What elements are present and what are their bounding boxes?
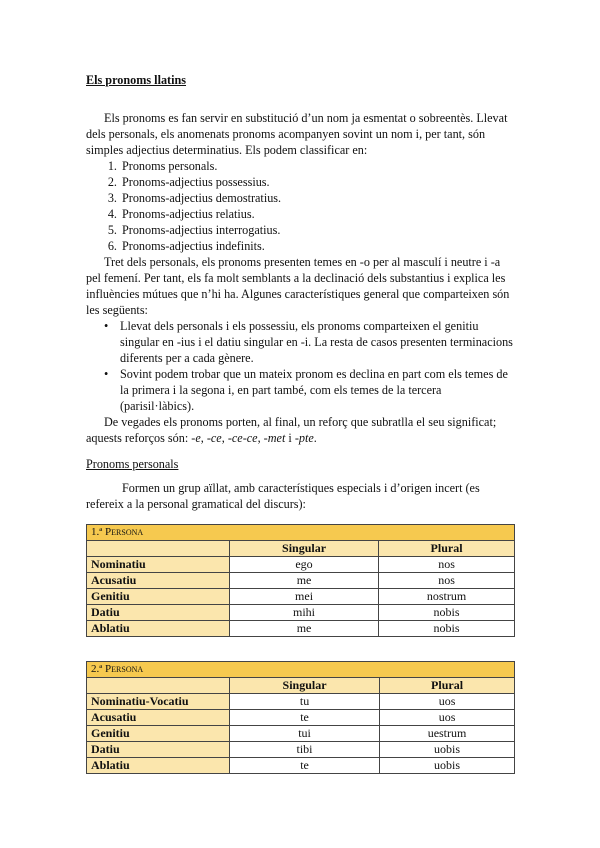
list-item: 6. Pronoms-adjectius indefinits. [120,238,516,254]
list-item: 5. Pronoms-adjectius interrogatius. [120,222,516,238]
reinforcement-paragraph: De vegades els pronoms porten, al final, un reforç que subratlla el seu significat; aquests reforços són: -e, -ce, -ce-ce, -met i -pte. [86,415,497,445]
second-person-table [86,661,515,774]
singular-form: mei [230,589,379,605]
section-title: Pronoms personals [86,457,179,471]
singular-form: tui [230,726,380,742]
singular-form: tibi [230,742,380,758]
bullet-item [104,366,516,414]
reinforcement-item: -pte [294,431,314,445]
list-item: 2. Pronoms-adjectius possessius. [120,174,516,190]
first-person-table [86,524,515,637]
case-label: Acusatiu [87,710,230,726]
characteristics-list [86,318,516,414]
table-row [87,589,515,605]
plural-form: uobis [380,758,515,774]
document-title: Els pronoms llatins [86,73,187,87]
table-heading: 1.ª Persona [87,525,515,541]
column-header-plural: Plural [379,541,515,557]
reinforcement-item: -e [191,431,201,445]
table-row [87,694,515,710]
case-label: Ablatiu [87,758,230,774]
intro-paragraph: Els pronoms es fan servir en substitució d’un nom ja esmentat o sobreentès. Llevat dels personals, els anomenats pronoms acompanyen sovint un nom i, per tant, són simples adjectius determinatius. Els podem classificar en: [86,111,508,157]
plural-form: nos [379,573,515,589]
case-label: Ablatiu [87,621,230,637]
plural-form: uobis [380,742,515,758]
singular-form: te [230,710,380,726]
singular-form: ego [230,557,379,573]
case-label: Datiu [87,742,230,758]
table-corner [87,541,230,557]
table-row [87,726,515,742]
table-row [87,758,515,774]
bullet-icon: • [104,319,109,333]
table-row [87,621,515,637]
document-page [86,72,516,774]
plural-form: nobis [379,621,515,637]
table-heading: 2.ª Persona [87,662,515,678]
table-corner [87,678,230,694]
list-item: 1. Pronoms personals. [120,158,516,174]
plural-form: nobis [379,605,515,621]
table-row [87,742,515,758]
table-row [87,710,515,726]
case-label: Nominatiu [87,557,230,573]
reinforcement-item: -ce-ce [227,431,258,445]
column-header-singular: Singular [230,678,380,694]
plural-form: uos [380,694,515,710]
reinforcement-item: -met [263,431,286,445]
characteristics-paragraph: Tret dels personals, els pronoms presenten temes en -o per al masculí i neutre i -a pel femení. Per tant, els fa molt semblants a la declinació dels substantius i explica les influències mútues que n’hi ha. Algunes característiques general que comparteixen són les següents: [86,255,510,317]
plural-form: uestrum [380,726,515,742]
reinforcement-item: -ce [206,431,222,445]
singular-form: te [230,758,380,774]
table-row [87,557,515,573]
bullet-item [104,318,516,366]
plural-form: uos [380,710,515,726]
list-item: 4. Pronoms-adjectius relatius. [120,206,516,222]
bullet-text: Sovint podem trobar que un mateix pronom es declina en part com els temes de la primera i la segona i, en part també, com els temes de la tercera (parisil·làbics). [120,367,508,413]
case-label: Datiu [87,605,230,621]
singular-form: me [230,573,379,589]
case-label: Genitiu [87,589,230,605]
section-intro: Formen un grup aïllat, amb característiques especials i d’origen incert (es refereix a la personal gramatical del discurs): [86,481,480,511]
plural-form: nostrum [379,589,515,605]
case-label: Nominatiu-Vocatiu [87,694,230,710]
bullet-text: Llevat dels personals i els possessiu, els pronoms comparteixen el genitiu singular en -ius i el datiu singular en -i. La resta de casos presenten terminacions diferents per a cada gènere. [120,319,513,365]
singular-form: me [230,621,379,637]
case-label: Acusatiu [87,573,230,589]
table-row [87,605,515,621]
column-header-singular: Singular [230,541,379,557]
singular-form: mihi [230,605,379,621]
column-header-plural: Plural [380,678,515,694]
list-item: 3. Pronoms-adjectius demostratius. [120,190,516,206]
table-row [87,573,515,589]
reinforcement-conjunction: i [288,431,292,445]
case-label: Genitiu [87,726,230,742]
singular-form: tu [230,694,380,710]
pronoun-classes-list [86,158,516,254]
plural-form: nos [379,557,515,573]
reinforcement-text: De vegades els pronoms porten, al final, un reforç que subratlla el seu significat; aquests reforços són: [86,415,497,445]
bullet-icon: • [104,367,109,381]
